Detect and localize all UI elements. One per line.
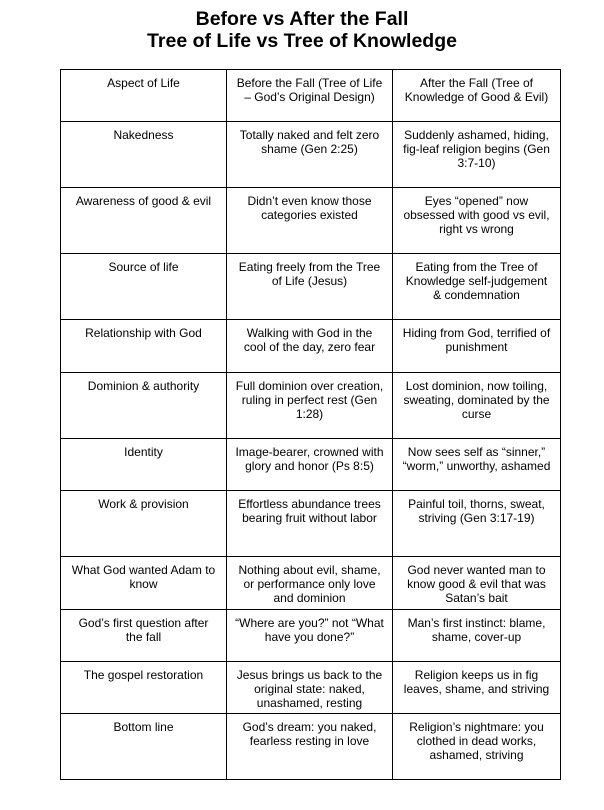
cell-before: Didn’t even know those categories existed bbox=[227, 188, 393, 254]
cell-aspect: Work & provision bbox=[61, 491, 227, 557]
table-row bbox=[61, 373, 561, 439]
header-before: Before the Fall (Tree of Life – God’s Original Design) bbox=[227, 70, 393, 122]
page-title-line-2: Tree of Life vs Tree of Knowledge bbox=[147, 30, 457, 52]
cell-after: Religion’s nightmare: you clothed in dead works, ashamed, striving bbox=[393, 714, 561, 780]
cell-after: God never wanted man to know good & evil that was Satan’s bait bbox=[393, 557, 561, 610]
table-row bbox=[61, 557, 561, 610]
cell-aspect: Identity bbox=[61, 439, 227, 491]
cell-after: Eyes “opened” now obsessed with good vs evil, right vs wrong bbox=[393, 188, 561, 254]
cell-aspect: Relationship with God bbox=[61, 320, 227, 373]
comparison-table bbox=[60, 69, 561, 780]
cell-before: “Where are you?” not “What have you done?” bbox=[227, 610, 393, 662]
cell-aspect: Nakedness bbox=[61, 122, 227, 188]
cell-before: Full dominion over creation, ruling in perfect rest (Gen 1:28) bbox=[227, 373, 393, 439]
page-title-line-1: Before vs After the Fall bbox=[195, 8, 409, 30]
table-row bbox=[61, 122, 561, 188]
cell-after: Lost dominion, now toiling, sweating, dominated by the curse bbox=[393, 373, 561, 439]
table-row bbox=[61, 188, 561, 254]
table-row bbox=[61, 254, 561, 320]
cell-before: Eating freely from the Tree of Life (Jesus) bbox=[227, 254, 393, 320]
cell-aspect: Dominion & authority bbox=[61, 373, 227, 439]
table-row bbox=[61, 714, 561, 780]
table-row bbox=[61, 610, 561, 662]
cell-aspect: The gospel restoration bbox=[61, 662, 227, 714]
cell-aspect: Source of life bbox=[61, 254, 227, 320]
cell-aspect: Bottom line bbox=[61, 714, 227, 780]
cell-aspect: Awareness of good & evil bbox=[61, 188, 227, 254]
cell-after: Man’s first instinct: blame, shame, cover-up bbox=[393, 610, 561, 662]
cell-after: Eating from the Tree of Knowledge self-judgement & condemnation bbox=[393, 254, 561, 320]
table-row bbox=[61, 320, 561, 373]
cell-after: Now sees self as “sinner,” “worm,” unworthy, ashamed bbox=[393, 439, 561, 491]
table-row bbox=[61, 491, 561, 557]
cell-after: Religion keeps us in fig leaves, shame, and striving bbox=[393, 662, 561, 714]
cell-before: Jesus brings us back to the original state: naked, unashamed, resting bbox=[227, 662, 393, 714]
cell-after: Painful toil, thorns, sweat, striving (Gen 3:17-19) bbox=[393, 491, 561, 557]
cell-after: Suddenly ashamed, hiding, fig-leaf religion begins (Gen 3:7-10) bbox=[393, 122, 561, 188]
header-after: After the Fall (Tree of Knowledge of Good & Evil) bbox=[393, 70, 561, 122]
cell-before: Nothing about evil, shame, or performance only love and dominion bbox=[227, 557, 393, 610]
cell-before: Walking with God in the cool of the day, zero fear bbox=[227, 320, 393, 373]
cell-before: God’s dream: you naked, fearless resting in love bbox=[227, 714, 393, 780]
table-header-row bbox=[61, 70, 561, 122]
cell-after: Hiding from God, terrified of punishment bbox=[393, 320, 561, 373]
cell-aspect: What God wanted Adam to know bbox=[61, 557, 227, 610]
table-row bbox=[61, 439, 561, 491]
cell-aspect: God’s first question after the fall bbox=[61, 610, 227, 662]
comparison-table-body bbox=[61, 70, 561, 780]
table-row bbox=[61, 662, 561, 714]
cell-before: Effortless abundance trees bearing fruit without labor bbox=[227, 491, 393, 557]
header-aspect: Aspect of Life bbox=[61, 70, 227, 122]
cell-before: Totally naked and felt zero shame (Gen 2:25) bbox=[227, 122, 393, 188]
cell-before: Image-bearer, crowned with glory and honor (Ps 8:5) bbox=[227, 439, 393, 491]
